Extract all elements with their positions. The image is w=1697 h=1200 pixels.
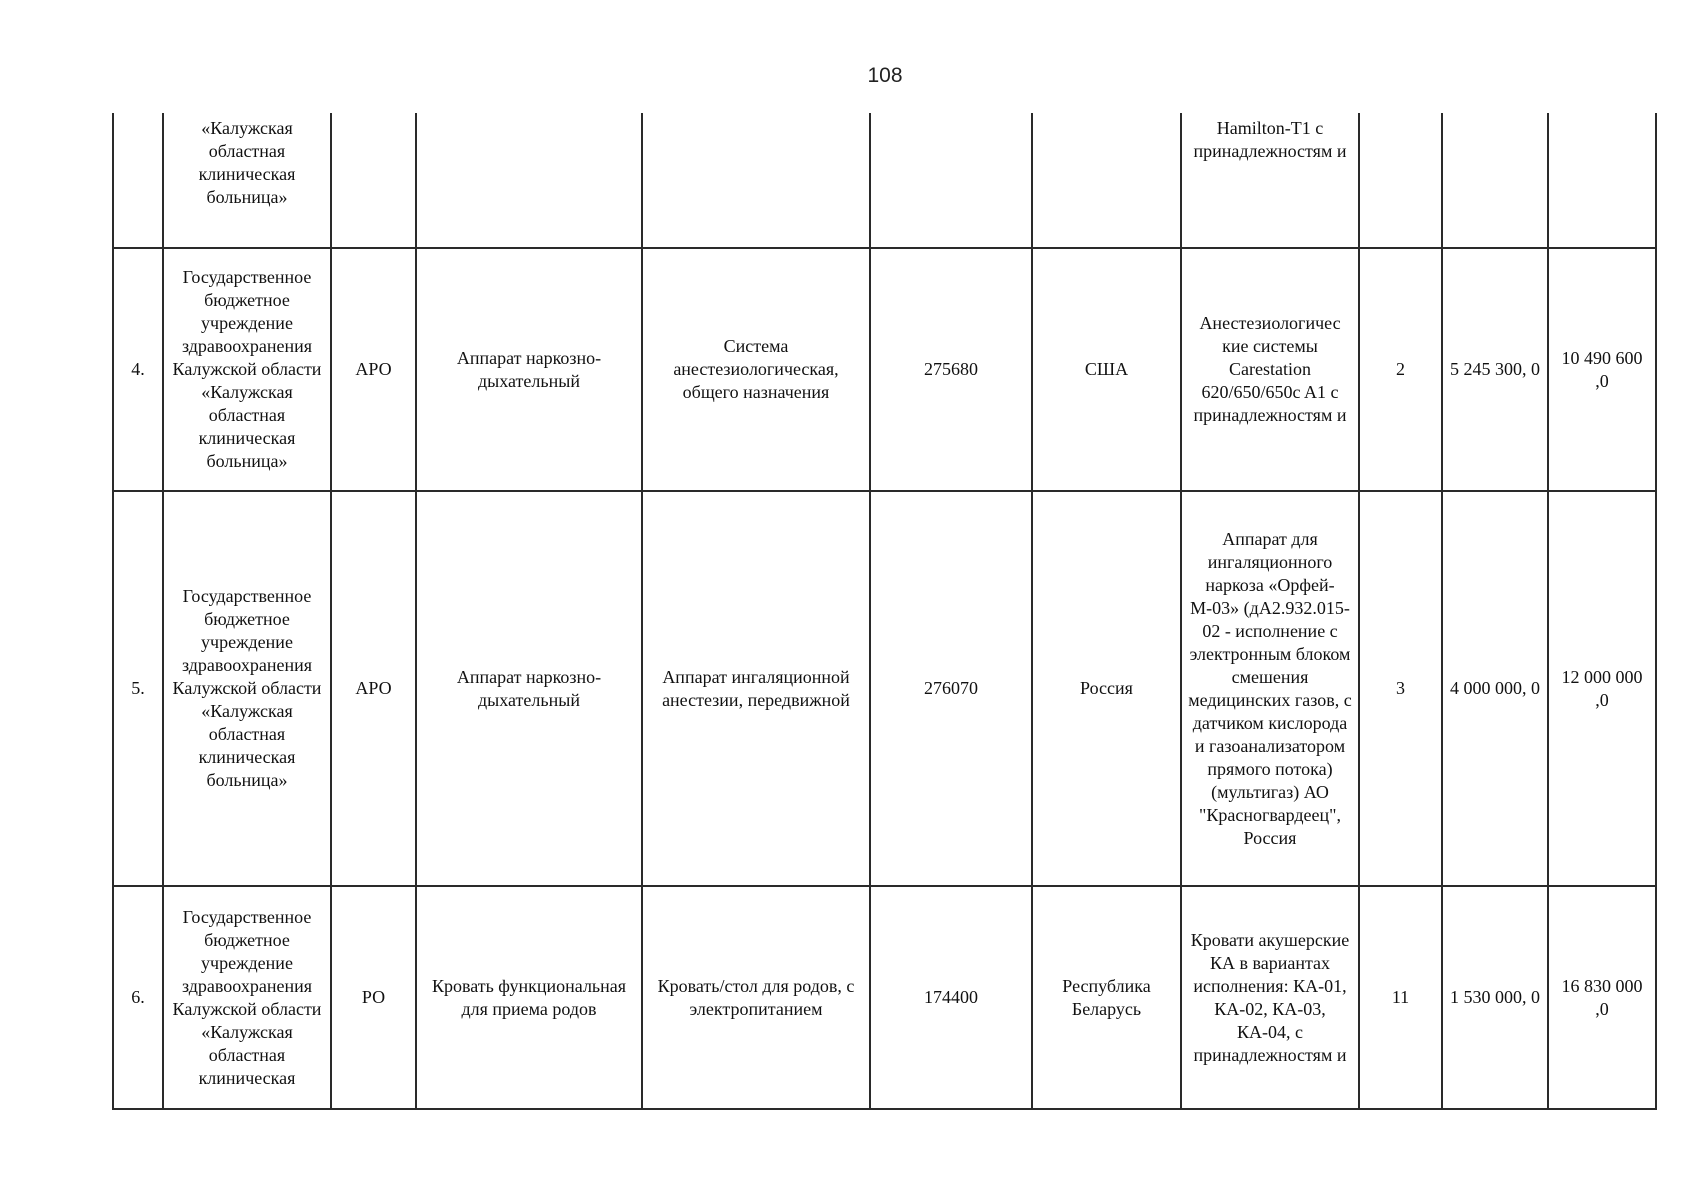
table-row [113, 113, 1656, 248]
model-cell: Анестезиологичес кие системы Carestation 620/650/650c A1 с принадлежностям и [1181, 248, 1359, 491]
country-cell: США [1032, 248, 1181, 491]
institution-cell: Государственное бюджетное учреждение здравоохранения Калужской области «Калужская областная клиническая [163, 886, 331, 1109]
row-number-cell: 6. [113, 886, 163, 1109]
price-cell: 1 530 000, 0 [1442, 886, 1548, 1109]
quantity-cell: 3 [1359, 491, 1442, 886]
table-row [113, 886, 1656, 1109]
type-cell: Кровать/стол для родов, с электропитанием [642, 886, 870, 1109]
department-cell [331, 113, 416, 248]
price-cell [1442, 113, 1548, 248]
price-cell: 4 000 000, 0 [1442, 491, 1548, 886]
department-cell: АРО [331, 491, 416, 886]
model-cell: Hamilton-T1 с принадлежностям и [1181, 113, 1359, 248]
institution-cell: Государственное бюджетное учреждение здравоохранения Калужской области «Калужская областная клиническая больница» [163, 491, 331, 886]
code-cell: 275680 [870, 248, 1032, 491]
table-row [113, 491, 1656, 886]
country-cell: Республика Беларусь [1032, 886, 1181, 1109]
table-row [113, 248, 1656, 491]
quantity-cell: 11 [1359, 886, 1442, 1109]
institution-cell: «Калужская областная клиническая больница» [163, 113, 331, 248]
institution-cell: Государственное бюджетное учреждение здравоохранения Калужской области «Калужская областная клиническая больница» [163, 248, 331, 491]
country-cell: Россия [1032, 491, 1181, 886]
type-cell [642, 113, 870, 248]
country-cell [1032, 113, 1181, 248]
equipment-cell: Кровать функциональная для приема родов [416, 886, 642, 1109]
total-cell: 12 000 000 ,0 [1548, 491, 1656, 886]
code-cell: 174400 [870, 886, 1032, 1109]
equipment-cell: Аппарат наркозно-дыхательный [416, 491, 642, 886]
row-number-cell: 4. [113, 248, 163, 491]
type-cell: Аппарат ингаляционной анестезии, передвижной [642, 491, 870, 886]
model-cell: Кровати акушерские КА в вариантах исполнения: КА-01, КА-02, КА-03, КА-04, с принадлежностям и [1181, 886, 1359, 1109]
equipment-table [112, 113, 1657, 1110]
code-cell [870, 113, 1032, 248]
code-cell: 276070 [870, 491, 1032, 886]
row-number-cell [113, 113, 163, 248]
quantity-cell: 2 [1359, 248, 1442, 491]
equipment-cell [416, 113, 642, 248]
price-cell: 5 245 300, 0 [1442, 248, 1548, 491]
total-cell: 10 490 600 ,0 [1548, 248, 1656, 491]
total-cell [1548, 113, 1656, 248]
department-cell: АРО [331, 248, 416, 491]
quantity-cell [1359, 113, 1442, 248]
type-cell: Система анестезиологическая, общего назначения [642, 248, 870, 491]
row-number-cell: 5. [113, 491, 163, 886]
model-cell: Аппарат для ингаляционного наркоза «Орфей-М-03» (дА2.932.015-02 - исполнение с электронным блоком смешения медицинских газов, с датчиком кислорода и газоанализатором прямого потока) (мультигаз) АО "Красногвардеец", Россия [1181, 491, 1359, 886]
total-cell: 16 830 000 ,0 [1548, 886, 1656, 1109]
equipment-cell: Аппарат наркозно-дыхательный [416, 248, 642, 491]
page-number: 108 [867, 64, 903, 87]
department-cell: РО [331, 886, 416, 1109]
